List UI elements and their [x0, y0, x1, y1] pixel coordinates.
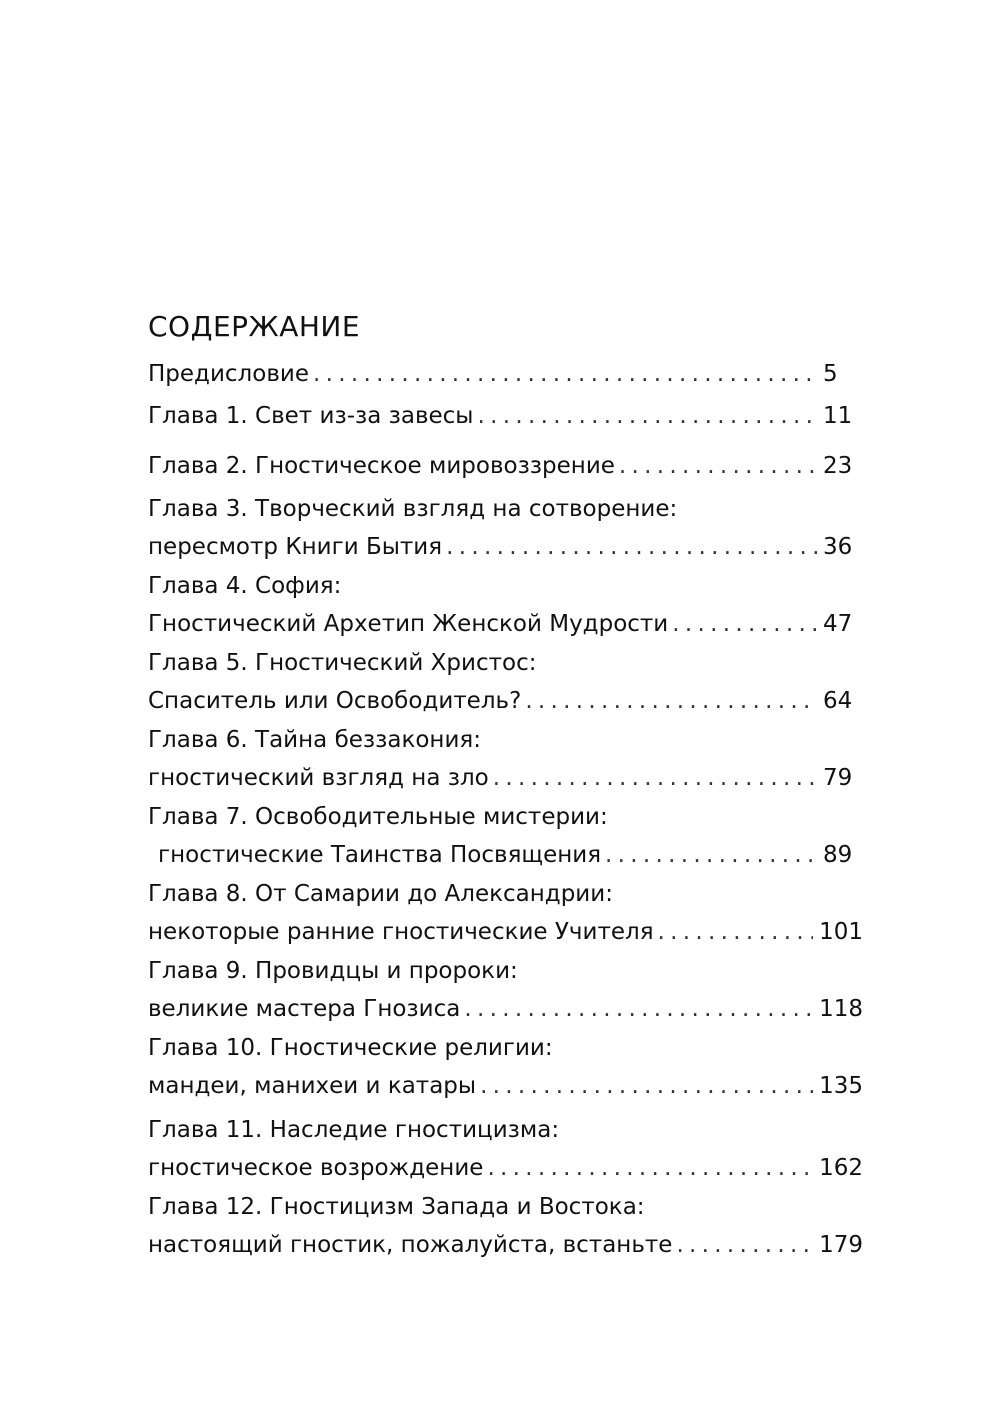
- page-number: 101: [819, 919, 863, 945]
- entry-subtitle: гностическое возрождение: [148, 1155, 484, 1181]
- toc-entry-chapter-5: [148, 644, 863, 720]
- entry-title: Глава 11. Наследие гностицизма:: [148, 1117, 560, 1143]
- leader-dots: [487, 1149, 813, 1187]
- toc-entry-chapter-1: [148, 397, 863, 435]
- leader-dots: [658, 913, 814, 951]
- page-number: 64: [823, 688, 853, 714]
- entry-subtitle: гностические Таинства Посвящения: [158, 842, 602, 868]
- entry-title: Глава 6. Тайна беззакония:: [148, 727, 481, 753]
- leader-dots: [464, 990, 813, 1028]
- page-number: 79: [823, 765, 853, 791]
- toc-entry-chapter-4: [148, 567, 863, 643]
- leader-dots: [313, 355, 817, 393]
- entry-title: Глава 5. Гностический Христос:: [148, 650, 537, 676]
- entry-title: Глава 4. София:: [148, 573, 342, 599]
- entry-title: Глава 8. От Самарии до Александрии:: [148, 881, 613, 907]
- toc-entry-chapter-3: [148, 490, 863, 566]
- entry-title: Глава 12. Гностицизм Запада и Востока:: [148, 1194, 645, 1220]
- leader-dots: [672, 605, 817, 643]
- entry-subtitle: настоящий гностик, пожалуйста, встаньте: [148, 1232, 673, 1258]
- entry-title: Предисловие: [148, 361, 309, 387]
- entry-title: Глава 3. Творческий взгляд на сотворение:: [148, 496, 678, 522]
- page-number: 179: [819, 1232, 863, 1258]
- leader-dots: [525, 682, 817, 720]
- toc-title: СОДЕРЖАНИЕ: [148, 310, 361, 343]
- leader-dots: [446, 528, 817, 566]
- leader-dots: [477, 397, 817, 435]
- toc-entry-chapter-6: [148, 721, 863, 797]
- toc-entry-preface: [148, 355, 863, 393]
- leader-dots: [619, 447, 817, 485]
- page-number: 36: [823, 534, 853, 560]
- toc-entry-chapter-8: [148, 875, 863, 951]
- toc-entry-chapter-12: [148, 1188, 863, 1264]
- entry-subtitle: мандеи, манихеи и катары: [148, 1073, 477, 1099]
- leader-dots: [676, 1226, 813, 1264]
- entry-subtitle: некоторые ранние гностические Учителя: [148, 919, 654, 945]
- page-number: 23: [823, 453, 853, 479]
- leader-dots: [605, 836, 817, 874]
- entry-title: Глава 2. Гностическое мировоззрение: [148, 453, 615, 479]
- toc-entry-chapter-7: [148, 798, 863, 874]
- toc-entry-chapter-11: [148, 1111, 863, 1187]
- page-number: 89: [823, 842, 853, 868]
- entry-subtitle: великие мастера Гнозиса: [148, 996, 461, 1022]
- entry-subtitle: пересмотр Книги Бытия: [148, 534, 443, 560]
- leader-dots: [480, 1067, 813, 1105]
- toc-entry-chapter-10: [148, 1029, 863, 1105]
- page-number: 11: [823, 403, 853, 429]
- entry-subtitle: гностический взгляд на зло: [148, 765, 489, 791]
- leader-dots: [493, 759, 817, 797]
- page-number: 162: [819, 1155, 863, 1181]
- entry-title: Глава 9. Провидцы и пророки:: [148, 958, 518, 984]
- toc-entry-chapter-9: [148, 952, 863, 1028]
- entry-subtitle: Спаситель или Освободитель?: [148, 688, 522, 714]
- page-number: 135: [819, 1073, 863, 1099]
- entry-title: Глава 1. Свет из-за завесы: [148, 403, 474, 429]
- toc-entry-chapter-2: [148, 447, 863, 485]
- page-number: 5: [823, 361, 838, 387]
- entry-subtitle: Гностический Архетип Женской Мудрости: [148, 611, 669, 637]
- page-number: 47: [823, 611, 853, 637]
- entry-title: Глава 7. Освободительные мистерии:: [148, 804, 608, 830]
- page-number: 118: [819, 996, 863, 1022]
- entry-title: Глава 10. Гностические религии:: [148, 1035, 553, 1061]
